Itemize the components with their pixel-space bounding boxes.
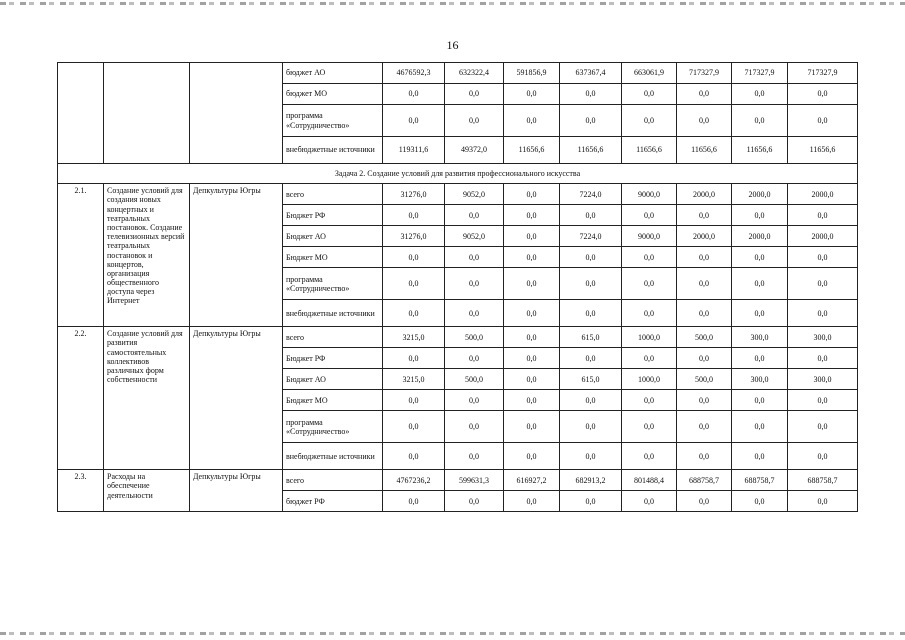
amount-cell: 0,0 [677, 411, 732, 443]
task-header-row [58, 164, 858, 184]
page-number: 16 [446, 38, 459, 52]
amount-cell: 0,0 [622, 348, 677, 369]
amount-cell: 0,0 [560, 205, 622, 226]
amount-cell: 0,0 [677, 300, 732, 327]
item-number-cell: 2.1. [58, 184, 104, 327]
amount-cell: 0,0 [560, 247, 622, 268]
funding-source-cell: Бюджет АО [283, 369, 383, 390]
amount-cell: 0,0 [732, 205, 788, 226]
amount-cell: 0,0 [504, 443, 560, 470]
task-title: Задача 2. Создание условий для развития профессионального искусства [58, 164, 858, 184]
amount-cell: 0,0 [560, 300, 622, 327]
amount-cell: 0,0 [732, 390, 788, 411]
amount-cell: 11656,6 [788, 137, 858, 164]
amount-cell: 0,0 [445, 491, 504, 512]
amount-cell: 0,0 [383, 84, 445, 105]
funding-source-cell: бюджет РФ [283, 491, 383, 512]
amount-cell: 615,0 [560, 327, 622, 348]
amount-cell: 0,0 [677, 443, 732, 470]
amount-cell: 0,0 [504, 327, 560, 348]
amount-cell: 300,0 [788, 327, 858, 348]
amount-cell: 0,0 [445, 300, 504, 327]
amount-cell: 11656,6 [560, 137, 622, 164]
amount-cell: 0,0 [788, 348, 858, 369]
table-row [58, 184, 858, 205]
amount-cell: 1000,0 [622, 369, 677, 390]
amount-cell: 0,0 [504, 247, 560, 268]
amount-cell: 0,0 [732, 300, 788, 327]
amount-cell: 0,0 [445, 84, 504, 105]
amount-cell: 0,0 [560, 348, 622, 369]
amount-cell: 0,0 [677, 348, 732, 369]
measure-name-cell: Создание условий для создания новых концертных и театральных постановок. Создание телевизионных версий театральных постановок и концертов, организация общественного доступа через Интернет [104, 184, 190, 327]
amount-cell: 0,0 [788, 205, 858, 226]
amount-cell: 0,0 [445, 348, 504, 369]
amount-cell: 0,0 [504, 390, 560, 411]
amount-cell: 7224,0 [560, 184, 622, 205]
funding-source-cell: всего [283, 470, 383, 491]
amount-cell: 0,0 [560, 443, 622, 470]
funding-source-cell: Бюджет МО [283, 390, 383, 411]
amount-cell: 9000,0 [622, 226, 677, 247]
amount-cell: 300,0 [732, 327, 788, 348]
amount-cell: 300,0 [732, 369, 788, 390]
table-body [58, 63, 858, 512]
amount-cell: 717327,9 [677, 63, 732, 84]
amount-cell: 0,0 [560, 411, 622, 443]
amount-cell: 31276,0 [383, 226, 445, 247]
amount-cell: 0,0 [677, 247, 732, 268]
funding-source-cell: программа «Сотрудничество» [283, 411, 383, 443]
scan-edge-bottom [0, 632, 905, 635]
executor-cell: Депкультуры Югры [190, 327, 283, 470]
amount-cell: 0,0 [732, 105, 788, 137]
amount-cell: 31276,0 [383, 184, 445, 205]
table-row [58, 63, 858, 84]
amount-cell: 688758,7 [788, 470, 858, 491]
amount-cell: 0,0 [383, 205, 445, 226]
amount-cell: 632322,4 [445, 63, 504, 84]
amount-cell: 0,0 [732, 443, 788, 470]
amount-cell: 0,0 [788, 247, 858, 268]
amount-cell: 599631,3 [445, 470, 504, 491]
amount-cell: 2000,0 [732, 226, 788, 247]
amount-cell: 0,0 [788, 390, 858, 411]
amount-cell: 4767236,2 [383, 470, 445, 491]
amount-cell: 0,0 [560, 390, 622, 411]
amount-cell: 11656,6 [732, 137, 788, 164]
amount-cell: 9052,0 [445, 226, 504, 247]
amount-cell: 3215,0 [383, 327, 445, 348]
amount-cell: 0,0 [383, 268, 445, 300]
amount-cell: 0,0 [622, 390, 677, 411]
funding-source-cell: внебюджетные источники [283, 137, 383, 164]
amount-cell: 0,0 [504, 411, 560, 443]
amount-cell: 0,0 [622, 268, 677, 300]
amount-cell: 49372,0 [445, 137, 504, 164]
funding-source-cell: внебюджетные источники [283, 443, 383, 470]
amount-cell: 9052,0 [445, 184, 504, 205]
amount-cell: 3215,0 [383, 369, 445, 390]
scan-edge-top [0, 2, 905, 5]
amount-cell: 0,0 [504, 300, 560, 327]
item-number-cell [58, 63, 104, 164]
amount-cell: 0,0 [504, 105, 560, 137]
amount-cell: 0,0 [788, 411, 858, 443]
amount-cell: 0,0 [504, 268, 560, 300]
amount-cell: 0,0 [383, 411, 445, 443]
measure-name-cell [104, 63, 190, 164]
funding-source-cell: программа «Сотрудничество» [283, 105, 383, 137]
funding-source-cell: бюджет МО [283, 84, 383, 105]
amount-cell: 0,0 [677, 205, 732, 226]
amount-cell: 9000,0 [622, 184, 677, 205]
amount-cell: 2000,0 [677, 226, 732, 247]
funding-source-cell: всего [283, 184, 383, 205]
funding-source-cell: внебюджетные источники [283, 300, 383, 327]
amount-cell: 0,0 [560, 491, 622, 512]
amount-cell: 0,0 [383, 390, 445, 411]
amount-cell: 0,0 [504, 491, 560, 512]
amount-cell: 0,0 [622, 105, 677, 137]
amount-cell: 0,0 [788, 84, 858, 105]
amount-cell: 0,0 [445, 443, 504, 470]
executor-cell: Депкультуры Югры [190, 184, 283, 327]
amount-cell: 0,0 [622, 411, 677, 443]
amount-cell: 688758,7 [732, 470, 788, 491]
amount-cell: 0,0 [445, 205, 504, 226]
amount-cell: 801488,4 [622, 470, 677, 491]
amount-cell: 688758,7 [677, 470, 732, 491]
amount-cell: 0,0 [622, 247, 677, 268]
amount-cell: 11656,6 [677, 137, 732, 164]
amount-cell: 616927,2 [504, 470, 560, 491]
amount-cell: 11656,6 [622, 137, 677, 164]
amount-cell: 500,0 [445, 369, 504, 390]
amount-cell: 0,0 [383, 247, 445, 268]
amount-cell: 0,0 [445, 411, 504, 443]
amount-cell: 0,0 [560, 268, 622, 300]
amount-cell: 717327,9 [732, 63, 788, 84]
table-row [58, 327, 858, 348]
amount-cell: 500,0 [677, 327, 732, 348]
amount-cell: 0,0 [622, 491, 677, 512]
amount-cell: 0,0 [560, 84, 622, 105]
amount-cell: 0,0 [622, 443, 677, 470]
amount-cell: 0,0 [622, 84, 677, 105]
amount-cell: 0,0 [732, 411, 788, 443]
amount-cell: 0,0 [383, 300, 445, 327]
funding-source-cell: бюджет АО [283, 63, 383, 84]
amount-cell: 0,0 [383, 443, 445, 470]
funding-source-cell: Бюджет РФ [283, 205, 383, 226]
amount-cell: 0,0 [732, 491, 788, 512]
amount-cell: 2000,0 [788, 226, 858, 247]
amount-cell: 0,0 [788, 300, 858, 327]
amount-cell: 0,0 [788, 491, 858, 512]
amount-cell: 0,0 [504, 348, 560, 369]
amount-cell: 119311,6 [383, 137, 445, 164]
amount-cell: 500,0 [445, 327, 504, 348]
funding-source-cell: Бюджет МО [283, 247, 383, 268]
amount-cell: 0,0 [504, 184, 560, 205]
amount-cell: 0,0 [732, 84, 788, 105]
item-number-cell: 2.2. [58, 327, 104, 470]
amount-cell: 2000,0 [732, 184, 788, 205]
funding-source-cell: Бюджет РФ [283, 348, 383, 369]
amount-cell: 1000,0 [622, 327, 677, 348]
amount-cell: 0,0 [788, 268, 858, 300]
amount-cell: 4676592,3 [383, 63, 445, 84]
measure-name-cell: Создание условий для развития самостоятельных коллективов различных форм собственности [104, 327, 190, 470]
amount-cell: 0,0 [732, 247, 788, 268]
amount-cell: 0,0 [732, 348, 788, 369]
item-number-cell: 2.3. [58, 470, 104, 512]
executor-cell [190, 63, 283, 164]
amount-cell: 11656,6 [504, 137, 560, 164]
amount-cell: 0,0 [445, 268, 504, 300]
funding-source-cell: всего [283, 327, 383, 348]
amount-cell: 0,0 [788, 105, 858, 137]
measure-name-cell: Расходы на обеспечение деятельности [104, 470, 190, 512]
amount-cell: 7224,0 [560, 226, 622, 247]
amount-cell: 0,0 [383, 491, 445, 512]
amount-cell: 0,0 [504, 84, 560, 105]
amount-cell: 717327,9 [788, 63, 858, 84]
amount-cell: 500,0 [677, 369, 732, 390]
funding-source-cell: программа «Сотрудничество» [283, 268, 383, 300]
amount-cell: 0,0 [445, 105, 504, 137]
table-row [58, 470, 858, 491]
amount-cell: 0,0 [732, 268, 788, 300]
amount-cell: 0,0 [677, 268, 732, 300]
amount-cell: 0,0 [383, 348, 445, 369]
amount-cell: 300,0 [788, 369, 858, 390]
amount-cell: 0,0 [504, 205, 560, 226]
amount-cell: 0,0 [560, 105, 622, 137]
amount-cell: 0,0 [445, 390, 504, 411]
amount-cell: 0,0 [677, 491, 732, 512]
amount-cell: 682913,2 [560, 470, 622, 491]
amount-cell: 637367,4 [560, 63, 622, 84]
amount-cell: 2000,0 [677, 184, 732, 205]
amount-cell: 0,0 [383, 105, 445, 137]
amount-cell: 0,0 [677, 84, 732, 105]
amount-cell: 2000,0 [788, 184, 858, 205]
amount-cell: 0,0 [677, 390, 732, 411]
funding-source-cell: Бюджет АО [283, 226, 383, 247]
amount-cell: 0,0 [445, 247, 504, 268]
amount-cell: 663061,9 [622, 63, 677, 84]
amount-cell: 0,0 [504, 226, 560, 247]
amount-cell: 0,0 [622, 300, 677, 327]
amount-cell: 0,0 [622, 205, 677, 226]
executor-cell: Депкультуры Югры [190, 470, 283, 512]
amount-cell: 591856,9 [504, 63, 560, 84]
amount-cell: 0,0 [677, 105, 732, 137]
amount-cell: 0,0 [504, 369, 560, 390]
funding-table [57, 62, 858, 512]
amount-cell: 0,0 [788, 443, 858, 470]
amount-cell: 615,0 [560, 369, 622, 390]
